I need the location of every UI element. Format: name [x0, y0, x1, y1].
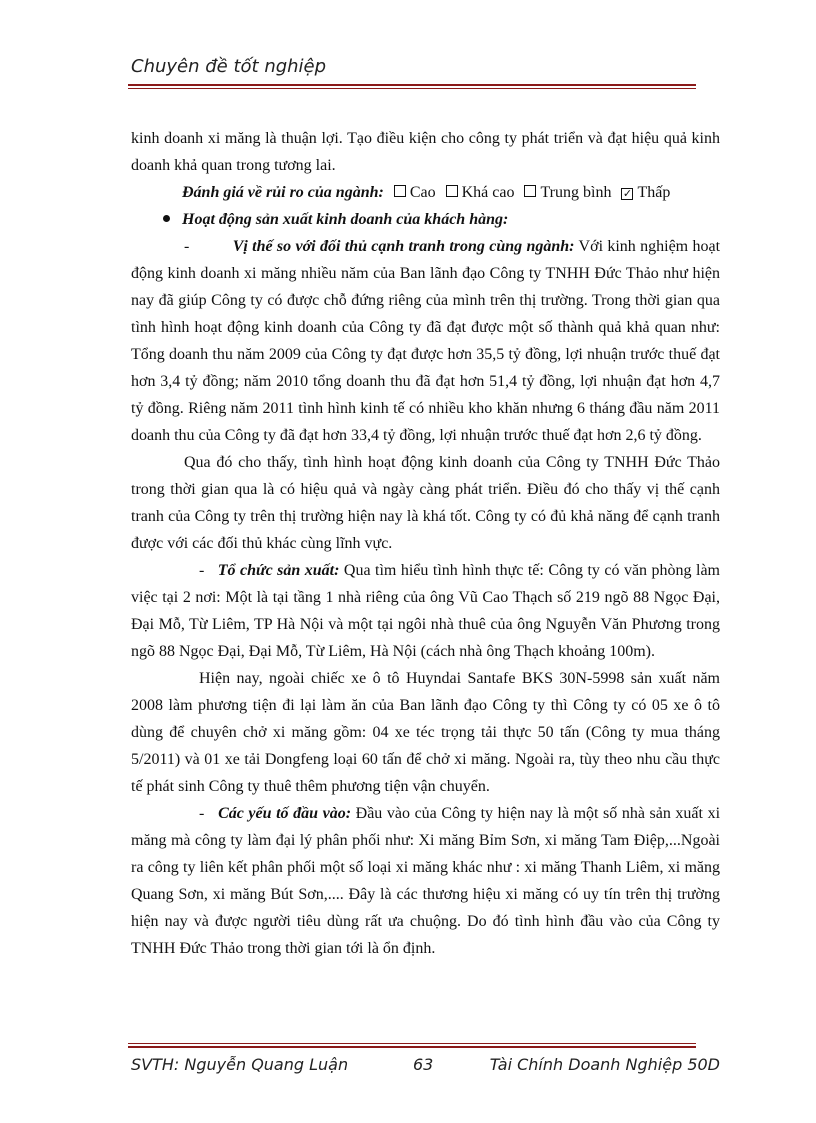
- bullet-heading: Hoạt động sản xuất kinh doanh của khách hàng:: [182, 211, 509, 228]
- page-header-title: Chuyên đề tốt nghiệp: [131, 56, 327, 77]
- bullet-heading-line: [131, 206, 720, 233]
- risk-label: Đánh giá về rủi ro của ngành:: [182, 184, 384, 201]
- dash: -: [184, 238, 190, 255]
- checkbox-icon: [394, 185, 406, 197]
- section-vi-the: [131, 233, 720, 449]
- risk-option: Khá cao: [461, 184, 515, 201]
- footer-class: Tài Chính Doanh Nghiệp 50D: [489, 1055, 720, 1074]
- risk-option: Cao: [409, 184, 436, 201]
- section-text: Qua tìm hiểu tình hình thực tế: Công ty có văn phòng làm việc tại 2 nơi: Một là tại tầng 1 nhà riêng của ông Vũ Cao Thạch số 219 ngõ 88 Ngọc Đại, Đại Mỗ, Từ Liêm, TP Hà Nội và một tại ngôi nhà thuê của ông Nguyễn Văn Phương trong ngõ 88 Ngọc Đại, Đại Mỗ, Từ Liêm, Hà Nội (cách nhà ông Thạch khoảng 100m).: [131, 562, 720, 660]
- section-dau-vao: [131, 800, 720, 962]
- footer-rule-thin: [128, 1043, 696, 1044]
- paragraph-hien-nay: Hiện nay, ngoài chiếc xe ô tô Huyndai Santafe BKS 30N-5998 sản xuất năm 2008 làm phương tiện đi lại làm ăn của Ban lãnh đạo Công ty thì Công ty có 05 xe ô tô dùng để chuyên chở xi măng gồm: 04 xe téc trọng tải thực 50 tấn (Công ty mua tháng 5/2011) và 01 xe tải Dongfeng loại 60 tấn để chở xi măng. Ngoài ra, tùy theo nhu cầu thực tế phát sinh Công ty thuê thêm phương tiện vận chuyển.: [131, 670, 720, 795]
- footer-author: SVTH: Nguyễn Quang Luận: [131, 1055, 349, 1074]
- paragraph-qua-do: Qua đó cho thấy, tình hình hoạt động kinh doanh của Công ty TNHH Đức Thảo trong thời gian qua là có hiệu quả và ngày càng phát triển. Điều đó cho thấy vị thế cạnh tranh của Công ty trên thị trường hiện nay là khá tốt. Công ty có đủ khả năng để cạnh tranh được với các đối thủ khác cùng lĩnh vực.: [131, 454, 720, 552]
- section-heading: Vị thế so với đối thủ cạnh tranh trong cùng ngành:: [232, 238, 575, 255]
- section-heading: Tổ chức sản xuất:: [217, 562, 340, 579]
- section-text: Đầu vào của Công ty hiện nay là một số nhà sản xuất xi măng mà công ty làm đại lý phân phối như: Xi măng Bỉm Sơn, xi măng Tam Điệp,...Ngoài ra công ty liên kết phân phối một số loại xi măng khác như : xi măng Thanh Liêm, xi măng Quang Sơn, xi măng Bút Sơn,.... Đây là các thương hiệu xi măng có uy tín trên thị trường hiện nay và được người tiêu dùng rất ưa chuộng. Do đó tình hình đầu vào của Công ty TNHH Đức Thảo trong thời gian tới là ổn định.: [131, 805, 721, 957]
- paragraph: kinh doanh xi măng là thuận lợi. Tạo điều kiện cho công ty phát triển và đạt hiệu quả kinh doanh khả quan trong tương lai.: [131, 130, 720, 174]
- header-rule: [128, 84, 696, 86]
- section-to-chuc: [131, 557, 720, 665]
- checkbox-checked-icon: ✓: [622, 188, 633, 200]
- checkbox-icon: [524, 185, 536, 197]
- risk-option: Thấp: [637, 184, 671, 201]
- header-rule-thin: [128, 88, 696, 89]
- section-heading: Các yếu tố đầu vào:: [218, 805, 352, 822]
- checkbox-icon: [446, 185, 458, 197]
- dash: -: [199, 805, 205, 822]
- section-text: Với kinh nghiệm hoạt động kinh doanh xi măng nhiều năm của Ban lãnh đạo Công ty TNHH Đức Thảo như hiện nay đã giúp Công ty có được chỗ đứng riêng của mình trên thị trường. Trong thời gian qua tình hình hoạt động kinh doanh của Công ty đã đạt được một số thành quả khả quan như: Tổng doanh thu năm 2009 của Công ty đạt được hơn 35,5 tỷ đồng, lợi nhuận trước thuế đạt hơn 3,4 tỷ đồng; năm 2010 tổng doanh thu đã đạt hơn 51,4 tỷ đồng, lợi nhuận đạt hơn 4,7 tỷ đồng. Riêng năm 2011 tình hình kinh tế có nhiều kho khăn nhưng 6 tháng đầu năm 2011 doanh thu của Công ty đã đạt hơn 33,4 tỷ đồng, lợi nhuận trước thuế đạt hơn 2,6 tỷ đồng.: [131, 238, 721, 444]
- page-footer: [131, 1055, 720, 1081]
- dash: -: [199, 562, 205, 579]
- page-number: 63: [413, 1055, 434, 1074]
- risk-assessment-line: [131, 179, 720, 206]
- bullet-icon: [163, 215, 170, 222]
- risk-option: Trung bình: [540, 184, 612, 201]
- document-body: [131, 125, 720, 962]
- footer-rule: [128, 1046, 696, 1048]
